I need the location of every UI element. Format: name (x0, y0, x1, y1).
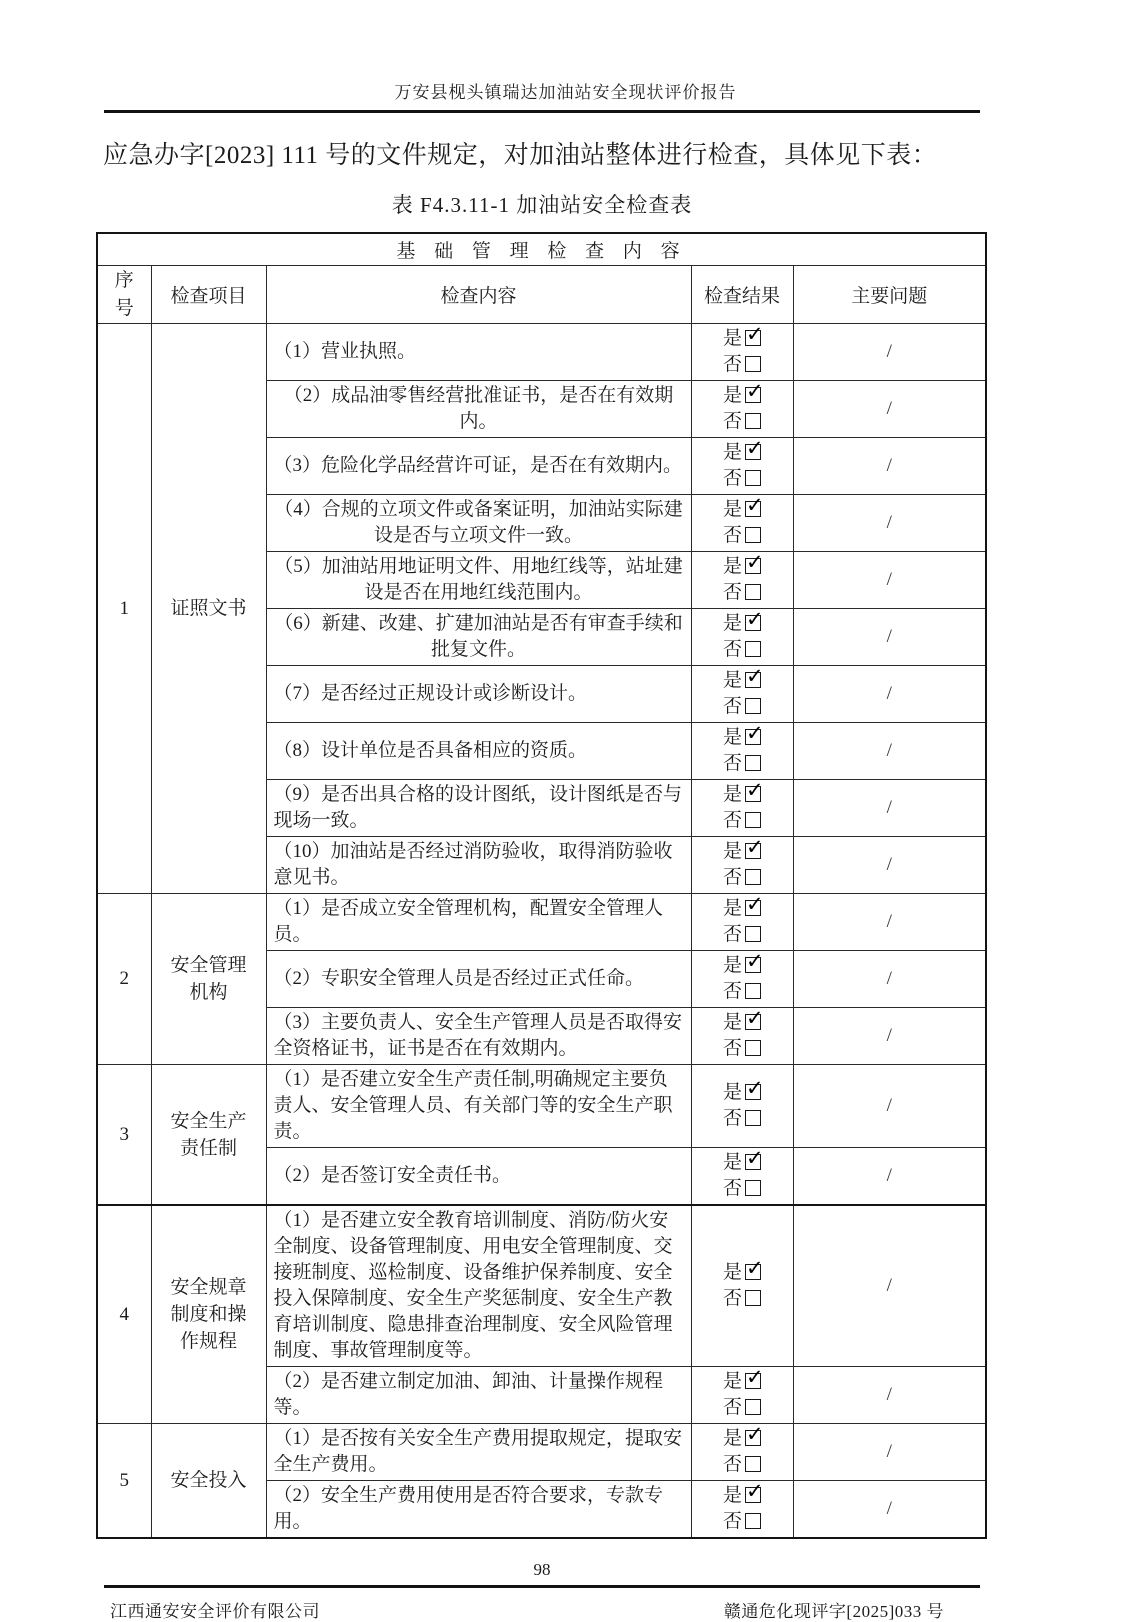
checkbox-no-empty-icon (745, 1399, 761, 1415)
result-no-label: 否 (722, 1454, 742, 1476)
table-row (97, 1065, 986, 1148)
safety-checklist-table (96, 232, 987, 1539)
checklist-table-body (97, 324, 986, 1539)
footer-doc-number: 赣通危化现评字[2025]033 号 (723, 1602, 944, 1622)
result-yes-label: 是 (722, 1371, 742, 1393)
checkbox-yes-checked-icon (745, 1487, 761, 1503)
result-no-line (692, 523, 793, 549)
checkbox-yes-checked-icon (745, 558, 761, 574)
result-no-line (692, 352, 793, 378)
result-yes-label: 是 (722, 727, 742, 749)
result-yes-label: 是 (722, 670, 742, 692)
inspection-content: （10）加油站是否经过消防验收，取得消防验收意见书。 (266, 837, 691, 894)
inspection-content: （2）是否签订安全责任书。 (266, 1148, 691, 1206)
main-problem: / (793, 1367, 986, 1424)
main-problem: / (793, 1008, 986, 1065)
result-no-label: 否 (722, 1108, 742, 1130)
table-caption: 表 F4.3.11-1 加油站安全检查表 (391, 193, 693, 217)
inspection-result (691, 723, 793, 780)
inspection-content: （2）专职安全管理人员是否经过正式任命。 (266, 951, 691, 1008)
result-no-label: 否 (722, 639, 742, 661)
result-yes-line (692, 497, 793, 523)
band-header: 基 础 管 理 检 查 内 容 (97, 233, 986, 266)
result-yes-line (692, 1080, 793, 1106)
checkbox-no-empty-icon (745, 869, 761, 885)
result-yes-label: 是 (722, 1485, 742, 1507)
inspection-content: （2）安全生产费用使用是否符合要求，专款专用。 (266, 1481, 691, 1539)
section-number: 5 (97, 1424, 151, 1539)
page-number: 98 (533, 1560, 551, 1580)
result-no-label: 否 (722, 1288, 742, 1310)
inspection-result (691, 438, 793, 495)
checkbox-no-empty-icon (745, 584, 761, 600)
inspection-content: （8）设计单位是否具备相应的资质。 (266, 723, 691, 780)
inspection-result (691, 1481, 793, 1539)
table-row (97, 1205, 986, 1367)
checkbox-no-empty-icon (745, 1110, 761, 1126)
inspection-item: 安全管理机构 (151, 894, 266, 1065)
intro-paragraph: 应急办字[2023] 111 号的文件规定，对加油站整体进行检查，具体见下表： (103, 142, 938, 169)
result-no-line (692, 865, 793, 891)
checkbox-yes-checked-icon (745, 729, 761, 745)
checkbox-yes-checked-icon (745, 1014, 761, 1030)
inspection-content: （1）是否建立安全生产责任制,明确规定主要负责人、安全管理人员、有关部门等的安全生产职责。 (266, 1065, 691, 1148)
result-yes-line (692, 896, 793, 922)
checkbox-yes-checked-icon (745, 786, 761, 802)
result-yes-line (692, 1369, 793, 1395)
result-no-line (692, 1036, 793, 1062)
main-problem: / (793, 552, 986, 609)
result-no-line (692, 922, 793, 948)
inspection-result (691, 666, 793, 723)
result-no-line (692, 466, 793, 492)
checkbox-yes-checked-icon (745, 843, 761, 859)
result-yes-line (692, 839, 793, 865)
inspection-item: 安全生产责任制 (151, 1065, 266, 1206)
result-yes-line (692, 383, 793, 409)
checkbox-no-empty-icon (745, 1513, 761, 1529)
checkbox-no-empty-icon (745, 641, 761, 657)
result-yes-label: 是 (722, 385, 742, 407)
checkbox-yes-checked-icon (745, 387, 761, 403)
result-no-label: 否 (722, 1038, 742, 1060)
result-no-line (692, 751, 793, 777)
result-yes-line (692, 668, 793, 694)
checkbox-no-empty-icon (745, 698, 761, 714)
main-problem: / (793, 1065, 986, 1148)
checkbox-yes-checked-icon (745, 957, 761, 973)
result-no-line (692, 637, 793, 663)
result-no-line (692, 1286, 793, 1312)
inspection-result (691, 495, 793, 552)
result-no-label: 否 (722, 924, 742, 946)
checkbox-no-empty-icon (745, 1456, 761, 1472)
column-header-content: 检查内容 (266, 266, 691, 324)
result-no-label: 否 (722, 525, 742, 547)
inspection-result (691, 951, 793, 1008)
inspection-content: （1）是否按有关安全生产费用提取规定，提取安全生产费用。 (266, 1424, 691, 1481)
result-yes-label: 是 (722, 1082, 742, 1104)
checkbox-no-empty-icon (745, 1290, 761, 1306)
result-yes-label: 是 (722, 1012, 742, 1034)
inspection-content: （1）是否建立安全教育培训制度、消防/防火安全制度、设备管理制度、用电安全管理制度、交接班制度、巡检制度、设备维护保养制度、安全投入保障制度、安全生产奖惩制度、安全生产教育培训制度、隐患排查治理制度、安全风险管理制度、事故管理制度等。 (266, 1205, 691, 1367)
result-yes-label: 是 (722, 442, 742, 464)
inspection-content: （4）合规的立项文件或备案证明，加油站实际建设是否与立项文件一致。 (266, 495, 691, 552)
main-problem: / (793, 1481, 986, 1539)
result-yes-line (692, 326, 793, 352)
result-no-label: 否 (722, 810, 742, 832)
result-no-label: 否 (722, 1511, 742, 1533)
result-yes-label: 是 (722, 1262, 742, 1284)
inspection-result (691, 609, 793, 666)
inspection-item: 安全投入 (151, 1424, 266, 1539)
result-no-label: 否 (722, 1397, 742, 1419)
result-yes-line (692, 1010, 793, 1036)
main-problem: / (793, 1424, 986, 1481)
checkbox-no-empty-icon (745, 527, 761, 543)
inspection-result (691, 381, 793, 438)
result-no-label: 否 (722, 1178, 742, 1200)
footer (104, 1597, 980, 1622)
checkbox-no-empty-icon (745, 926, 761, 942)
result-yes-label: 是 (722, 841, 742, 863)
result-no-line (692, 1452, 793, 1478)
result-no-line (692, 1106, 793, 1132)
inspection-content: （1）是否成立安全管理机构，配置安全管理人员。 (266, 894, 691, 951)
result-no-line (692, 409, 793, 435)
result-yes-line (692, 725, 793, 751)
result-yes-line (692, 554, 793, 580)
inspection-content: （7）是否经过正规设计或诊断设计。 (266, 666, 691, 723)
inspection-content: （5）加油站用地证明文件、用地红线等，站址建设是否在用地红线范围内。 (266, 552, 691, 609)
result-yes-label: 是 (722, 898, 742, 920)
result-yes-line (692, 953, 793, 979)
footer-company: 江西通安安全评价有限公司 (110, 1602, 320, 1622)
main-problem: / (793, 381, 986, 438)
checkbox-yes-checked-icon (745, 1154, 761, 1170)
inspection-result (691, 1008, 793, 1065)
result-no-label: 否 (722, 753, 742, 775)
main-problem: / (793, 837, 986, 894)
section-number: 3 (97, 1065, 151, 1206)
result-yes-line (692, 1483, 793, 1509)
checkbox-no-empty-icon (745, 983, 761, 999)
result-no-label: 否 (722, 696, 742, 718)
result-yes-label: 是 (722, 613, 742, 635)
result-yes-line (692, 1426, 793, 1452)
inspection-result (691, 324, 793, 381)
result-no-label: 否 (722, 468, 742, 490)
result-no-label: 否 (722, 867, 742, 889)
checkbox-yes-checked-icon (745, 900, 761, 916)
result-no-line (692, 580, 793, 606)
result-yes-label: 是 (722, 1428, 742, 1450)
checkbox-no-empty-icon (745, 413, 761, 429)
column-header-problem: 主要问题 (793, 266, 986, 324)
checkbox-no-empty-icon (745, 1040, 761, 1056)
inspection-item: 安全规章制度和操作规程 (151, 1205, 266, 1424)
checkbox-yes-checked-icon (745, 1264, 761, 1280)
main-problem: / (793, 438, 986, 495)
checkbox-no-empty-icon (745, 356, 761, 372)
inspection-content: （2）是否建立制定加油、卸油、计量操作规程等。 (266, 1367, 691, 1424)
header-rule (104, 110, 980, 113)
result-no-line (692, 1395, 793, 1421)
result-yes-line (692, 1150, 793, 1176)
result-yes-label: 是 (722, 556, 742, 578)
checkbox-no-empty-icon (745, 1180, 761, 1196)
main-problem: / (793, 666, 986, 723)
main-problem: / (793, 1148, 986, 1206)
table-row (97, 324, 986, 381)
inspection-result (691, 1205, 793, 1367)
section-number: 2 (97, 894, 151, 1065)
column-header-row (97, 266, 986, 324)
inspection-result (691, 552, 793, 609)
result-yes-label: 是 (722, 1152, 742, 1174)
inspection-result (691, 1424, 793, 1481)
checkbox-yes-checked-icon (745, 444, 761, 460)
checkbox-no-empty-icon (745, 470, 761, 486)
result-no-label: 否 (722, 411, 742, 433)
result-yes-line (692, 1260, 793, 1286)
inspection-result (691, 1065, 793, 1148)
result-no-line (692, 1176, 793, 1202)
checkbox-yes-checked-icon (745, 1084, 761, 1100)
main-problem: / (793, 951, 986, 1008)
section-number: 1 (97, 324, 151, 894)
checkbox-yes-checked-icon (745, 501, 761, 517)
main-problem: / (793, 495, 986, 552)
result-yes-label: 是 (722, 784, 742, 806)
footer-rule (104, 1585, 980, 1588)
column-header-num: 序号 (97, 266, 151, 324)
main-problem: / (793, 894, 986, 951)
inspection-content: （3）危险化学品经营许可证，是否在有效期内。 (266, 438, 691, 495)
result-no-label: 否 (722, 582, 742, 604)
main-problem: / (793, 609, 986, 666)
section-number: 4 (97, 1205, 151, 1424)
inspection-result (691, 780, 793, 837)
checkbox-yes-checked-icon (745, 615, 761, 631)
checkbox-yes-checked-icon (745, 330, 761, 346)
column-header-result: 检查结果 (691, 266, 793, 324)
checkbox-yes-checked-icon (745, 1430, 761, 1446)
result-yes-label: 是 (722, 499, 742, 521)
inspection-content: （3）主要负责人、安全生产管理人员是否取得安全资格证书，证书是否在有效期内。 (266, 1008, 691, 1065)
result-no-line (692, 1509, 793, 1535)
inspection-content: （6）新建、改建、扩建加油站是否有审查手续和批复文件。 (266, 609, 691, 666)
inspection-result (691, 1148, 793, 1206)
result-yes-label: 是 (722, 955, 742, 977)
inspection-content: （2）成品油零售经营批准证书，是否在有效期内。 (266, 381, 691, 438)
result-yes-line (692, 611, 793, 637)
result-yes-line (692, 440, 793, 466)
checkbox-yes-checked-icon (745, 672, 761, 688)
inspection-result (691, 1367, 793, 1424)
checkbox-no-empty-icon (745, 812, 761, 828)
result-no-label: 否 (722, 354, 742, 376)
checkbox-no-empty-icon (745, 755, 761, 771)
table-row (97, 1424, 986, 1481)
result-yes-line (692, 782, 793, 808)
result-no-line (692, 979, 793, 1005)
running-header-title: 万安县枧头镇瑞达加油站安全现状评价报告 (394, 83, 737, 102)
result-no-line (692, 808, 793, 834)
main-problem: / (793, 1205, 986, 1367)
result-no-label: 否 (722, 981, 742, 1003)
main-problem: / (793, 723, 986, 780)
inspection-content: （1）营业执照。 (266, 324, 691, 381)
result-no-line (692, 694, 793, 720)
inspection-content: （9）是否出具合格的设计图纸，设计图纸是否与现场一致。 (266, 780, 691, 837)
main-problem: / (793, 780, 986, 837)
checkbox-yes-checked-icon (745, 1373, 761, 1389)
column-header-item: 检查项目 (151, 266, 266, 324)
result-yes-label: 是 (722, 328, 742, 350)
inspection-result (691, 894, 793, 951)
inspection-result (691, 837, 793, 894)
main-problem: / (793, 324, 986, 381)
inspection-item: 证照文书 (151, 324, 266, 894)
table-row (97, 894, 986, 951)
band-header-row (97, 233, 986, 266)
